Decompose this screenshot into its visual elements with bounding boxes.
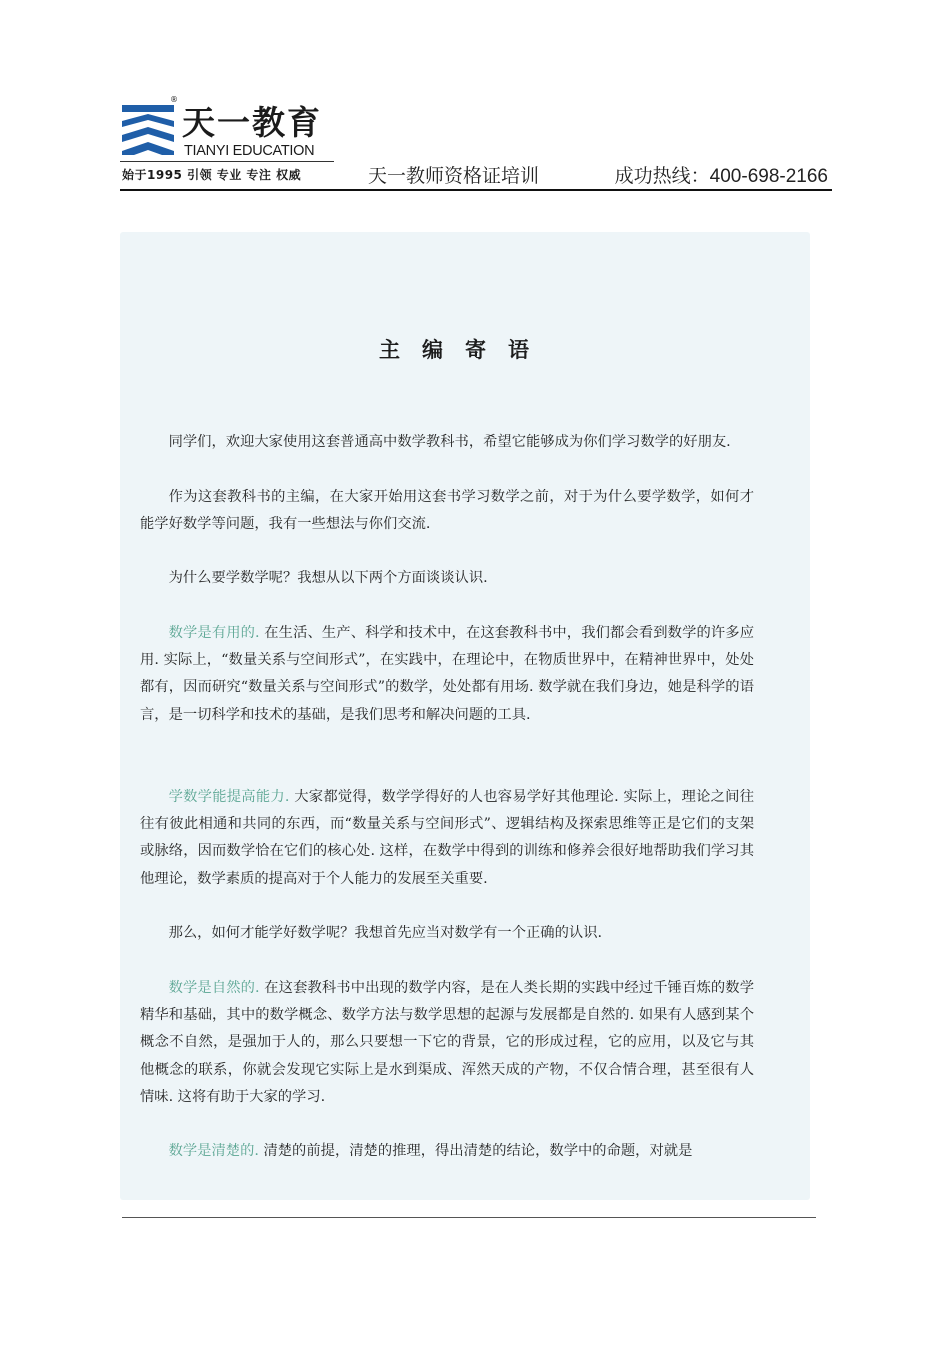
paragraph-clear	[140, 1138, 754, 1165]
document-title: 主编寄语	[379, 337, 551, 362]
paragraph-why	[140, 565, 754, 592]
paragraph-natural	[140, 975, 754, 1111]
paragraph-keyword: 数学是自然的.	[168, 980, 260, 996]
paragraph-useful	[140, 620, 754, 729]
paragraph-text: 那么，如何才能学好数学呢？我想首先应当对数学有一个正确的认识.	[168, 925, 603, 941]
paragraph-text: 清楚的前提，清楚的推理，得出清楚的结论，数学中的命题，对就是	[263, 1143, 693, 1159]
paragraph-keyword: 数学是有用的.	[168, 625, 260, 641]
logo-english-name: TIANYI EDUCATION	[184, 143, 315, 159]
paragraph-ability	[140, 784, 754, 893]
logo-chinese-name: 天一教育	[182, 103, 322, 142]
paragraph-text: 为什么要学数学呢？我想从以下两个方面谈谈认识.	[168, 570, 488, 586]
logo-divider	[120, 161, 334, 162]
paragraph-text: 大家都觉得，数学学得好的人也容易学好其他理论. 实际上，理论之间往往有彼此相通和共同的东西，而“数量关系与空间形式”、逻辑结构及探索思维等正是它们的支架或脉络，因而数学恰在它们的核心处. 这样，在数学中得到的训练和修养会很好地帮助我们学习其他理论，数学素质的提高对于个人能力的发展至关重要.	[140, 789, 755, 887]
paragraph-keyword: 学数学能提高能力.	[168, 789, 290, 805]
paragraph-keyword: 数学是清楚的.	[168, 1143, 259, 1159]
paragraph-how	[140, 920, 754, 947]
hotline-number: 400-698-2166	[709, 166, 828, 187]
hotline-label: 成功热线：	[614, 165, 710, 187]
paragraph-text: 在这套教科书中出现的数学内容，是在人类长期的实践中经过千锤百炼的数学精华和基础，其中的数学概念、数学方法与数学思想的起源与发展都是自然的. 如果有人感到某个概念不自然，是强加于人的，那么只要想一下它的背景，它的形成过程，它的应用，以及它与其他概念的联系，你就会发现它实际上是水到渠成、浑然天成的产物，不仅合情合理，甚至很有人情味. 这将有助于大家的学习.	[140, 980, 755, 1105]
paragraph-text: 在生活、生产、科学和技术中，在这套教科书中，我们都会看到数学的许多应用. 实际上，“数量关系与空间形式”，在实践中，在理论中，在物质世界中，在精神世界中，处处都有，因而研究“数量关系与空间形式”的数学，处处都有用场. 数学就在我们身边，她是科学的语言，是一切科学和技术的基础，是我们思考和解决问题的工具.	[140, 625, 755, 723]
page-header	[120, 95, 832, 191]
header-hotline	[615, 161, 828, 188]
header-divider	[120, 189, 832, 191]
registered-mark: ®	[170, 95, 178, 104]
header-training-title: 天一教师资格证培训	[368, 165, 540, 187]
paragraph-greeting	[140, 429, 754, 456]
paragraph-text: 同学们，欢迎大家使用这套普通高中数学教科书，希望它能够成为你们学习数学的好朋友.	[168, 434, 731, 450]
footer-divider	[122, 1217, 816, 1218]
paragraph-text: 作为这套教科书的主编，在大家开始用这套书学习数学之前，对于为什么要学数学，如何才能学好数学等问题，我有一些想法与你们交流.	[140, 489, 754, 533]
logo-tagline: 始于1995 引领 专业 专注 权威	[122, 168, 302, 182]
tianyi-logo-icon	[122, 105, 174, 155]
paragraph-intro	[140, 484, 754, 538]
scanned-page	[120, 232, 810, 1200]
